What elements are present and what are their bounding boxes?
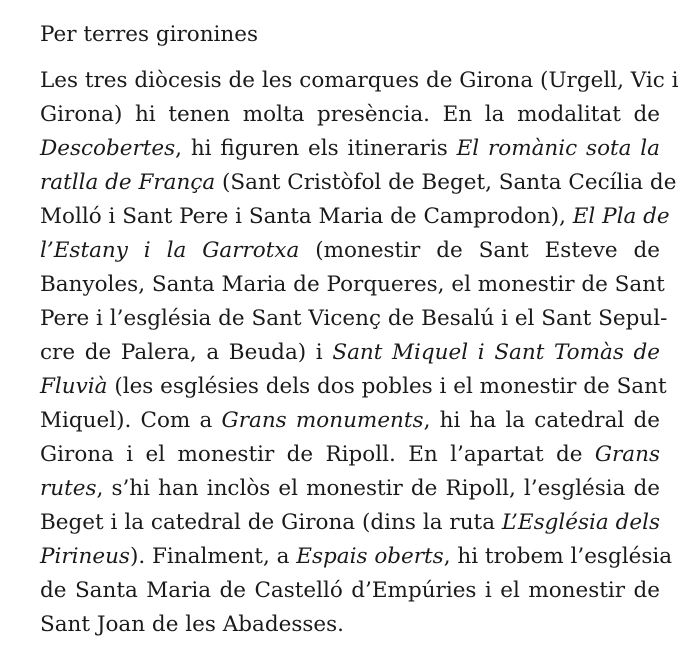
paragraph-line <box>40 370 667 404</box>
paragraph-line <box>40 438 660 472</box>
paragraph-line <box>40 64 679 98</box>
paragraph-line <box>40 234 660 268</box>
italic-title: L’Església dels <box>501 510 660 535</box>
italic-title: Espais oberts <box>296 544 444 569</box>
italic-title: rutes <box>40 476 97 501</box>
text-run: , hi trobem l’església <box>443 544 673 569</box>
italic-title: ratlla de França <box>40 170 216 195</box>
italic-title: Descobertes <box>40 136 176 161</box>
paragraph-line <box>40 574 660 608</box>
text-run: de Santa Maria de Castelló d’Empúries i el monestir de <box>40 578 660 603</box>
paragraph-line <box>40 540 673 574</box>
text-run: Banyoles, Santa Maria de Porqueres, el monestir de Sant <box>40 272 665 297</box>
text-run: Girona i el monestir de Ripoll. En l’apartat de <box>40 442 595 467</box>
paragraph-line <box>40 302 668 336</box>
italic-title: Grans <box>594 442 660 467</box>
italic-title: El Pla de <box>572 204 670 229</box>
text-run: , s’hi han inclòs el monestir de Ripoll, l’església de <box>96 476 660 501</box>
paragraph-line <box>40 608 660 642</box>
italic-title: l’Estany i la Garrotxa <box>40 238 300 263</box>
text-run: cre de Palera, a Beuda) i <box>40 340 333 365</box>
text-run: Molló i Sant Pere i Santa Maria de Camprodon), <box>40 204 573 229</box>
paragraph-line <box>40 268 665 302</box>
paragraph-line <box>40 132 660 166</box>
text-run: Miquel). Com a <box>40 408 222 433</box>
section-heading: Per terres gironines <box>40 22 259 47</box>
paragraph-line <box>40 200 670 234</box>
paragraph-line <box>40 472 660 506</box>
text-run: (monestir de Sant Esteve de <box>299 238 660 263</box>
italic-title: Fluvià <box>40 374 108 399</box>
text-run: Pere i l’església de Sant Vicenç de Besalú i el Sant Sepul- <box>40 306 668 331</box>
text-run: Beget i la catedral de Girona (dins la ruta <box>40 510 502 535</box>
text-run: Sant Joan de les Abadesses. <box>40 612 344 637</box>
text-run: , hi figuren els itineraris <box>175 136 457 161</box>
text-run: , hi ha la catedral de <box>423 408 660 433</box>
text-run: (les esglésies dels dos pobles i el monestir de Sant <box>107 374 667 399</box>
text-run: (Sant Cristòfol de Beget, Santa Cecília de <box>215 170 677 195</box>
document-page <box>40 18 679 642</box>
text-run: Girona) hi tenen molta presència. En la modalitat de <box>40 102 660 127</box>
paragraph-line <box>40 166 677 200</box>
body-paragraph <box>40 64 679 642</box>
italic-title: Pirineus <box>40 544 130 569</box>
paragraph-line <box>40 404 660 438</box>
italic-title: El romànic sota la <box>456 136 661 161</box>
text-run: ). Finalment, a <box>129 544 297 569</box>
paragraph-line <box>40 98 660 132</box>
italic-title: Sant Miquel i Sant Tomàs de <box>332 340 660 365</box>
paragraph-line <box>40 506 660 540</box>
text-run: Les tres diòcesis de les comarques de Girona (Urgell, Vic i <box>40 68 679 93</box>
paragraph-line <box>40 336 660 370</box>
italic-title: Grans monuments <box>221 408 424 433</box>
